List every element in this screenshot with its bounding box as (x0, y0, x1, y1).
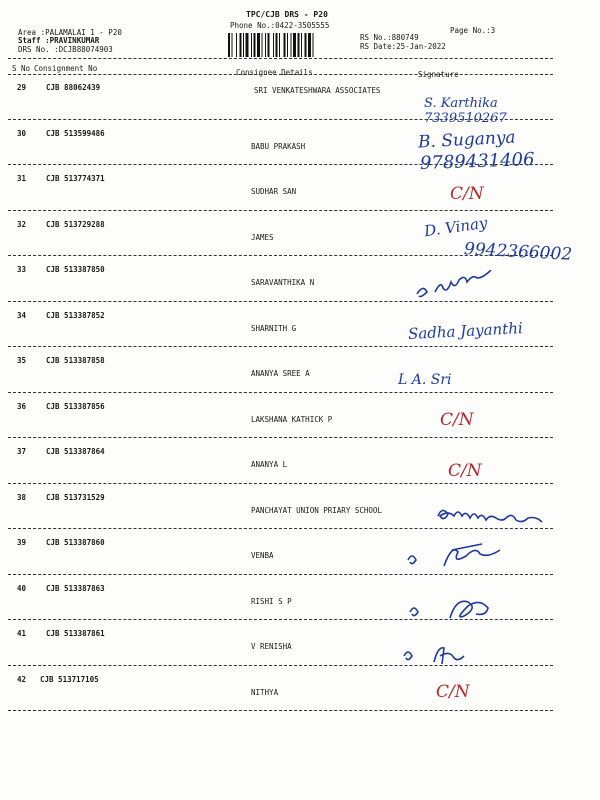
row-consignment-no: CJB 513387852 (46, 310, 105, 320)
row-consignment-no: CJB 513387856 (46, 401, 105, 411)
row-divider (8, 210, 553, 211)
signature-32-name: D. Vinay (423, 213, 489, 241)
col-consignee: Consignee Details (236, 68, 313, 77)
row-consignee-name: SRI VENKATESHWARA ASSOCIATES (254, 86, 381, 95)
row-sno: 42 (17, 674, 27, 684)
row-sno: 36 (17, 401, 27, 411)
signature-29-phone: 7339510267 (424, 111, 507, 126)
row-consignment-no: CJB 513731529 (46, 492, 105, 502)
row-sno: 38 (17, 492, 27, 502)
row-consignee-name: ANANYA L (251, 460, 288, 469)
row-consignment-no: CJB 513387860 (46, 538, 105, 547)
row-consignment-no: CJB 513717105 (40, 674, 99, 684)
row-sno: 40 (17, 583, 27, 593)
row-consignment-no: CJB 513729288 (46, 219, 105, 229)
signature-41-scribble (400, 636, 510, 676)
row-consignment-no: CJB 513387850 (46, 265, 105, 274)
area-label: Area :PALAMALAI 1 - P20 (18, 28, 122, 37)
staff-label: Staff :PRAVINKUMAR (18, 36, 100, 45)
row-consignment-no: CJB 513387861 (46, 629, 105, 638)
row-divider (8, 483, 553, 484)
row-consignee-name: V RENISHA (251, 642, 292, 651)
row-sno: 39 (17, 538, 27, 547)
signature-35: L A. Sri (398, 372, 452, 388)
signature-29-name: S. Karthika (424, 96, 498, 111)
row-consignment-no: CJB 513599486 (46, 128, 105, 138)
row-divider (8, 346, 553, 347)
row-sno: 34 (17, 310, 27, 320)
row-consignment-no: CJB 513387858 (46, 356, 105, 365)
row-sno: 33 (17, 265, 27, 274)
document-title: TPC/CJB DRS - P20 (246, 10, 328, 19)
row-sno: 35 (17, 356, 27, 365)
signature-39-scribble (404, 540, 524, 580)
signature-38-scribble (432, 500, 562, 530)
page-number: Page No.:3 (450, 26, 496, 35)
row-consignee-name: RISHI S P (251, 596, 292, 606)
phone-number: Phone No.:0422-3505555 (230, 21, 330, 30)
header-rule-bottom (8, 74, 553, 75)
row-consignment-no: CJB 513774371 (46, 174, 105, 183)
row-divider (8, 710, 553, 711)
row-sno: 31 (17, 174, 27, 183)
row-consignment-no: CJB 88062439 (46, 83, 101, 92)
row-sno: 41 (17, 629, 27, 638)
barcode (228, 33, 352, 57)
signature-30-phone: 9789431406 (419, 149, 535, 174)
mark-42-cn: C/N (436, 682, 470, 702)
row-consignment-no: CJB 513387864 (46, 447, 105, 456)
row-consignee-name: PANCHAYAT UNION PRIARY SCHOOL (251, 505, 382, 515)
row-consignee-name: SUDHAR SAN (251, 187, 297, 196)
row-sno: 32 (17, 219, 27, 229)
row-divider (8, 437, 553, 438)
row-sno: 30 (17, 128, 27, 138)
signature-32-phone: 9942366002 (463, 239, 573, 265)
mark-31-cn: C/N (450, 184, 484, 204)
signature-30-name: B. Suganya (417, 127, 517, 153)
signature-40-scribble (406, 590, 516, 630)
row-divider (8, 392, 553, 393)
signature-34: Sadha Jayanthi (407, 319, 524, 343)
col-consignment: Consignment No (34, 64, 98, 73)
row-consignee-name: LAKSHANA KATHICK P (251, 414, 333, 424)
row-consignee-name: BABU PRAKASH (251, 141, 306, 151)
mark-37-cn: C/N (448, 461, 482, 481)
row-consignee-name: ANANYA SREE A (251, 369, 310, 378)
rs-date: RS Date:25-Jan-2022 (360, 42, 446, 51)
row-consignee-name: VENBA (251, 551, 274, 560)
col-sno: S No (12, 64, 31, 73)
row-sno: 29 (17, 83, 27, 92)
signature-33-scribble (405, 270, 525, 310)
drs-number: DRS No. :DCJB88074903 (18, 45, 113, 54)
row-consignee-name: NITHYA (251, 687, 279, 697)
mark-36-cn: C/N (440, 410, 474, 430)
row-consignment-no: CJB 513387863 (46, 583, 105, 593)
col-signature: Signature (418, 70, 459, 79)
row-sno: 37 (17, 447, 27, 456)
header-rule-top (8, 58, 553, 59)
row-consignee-name: SARAVANTHIKA N (251, 278, 315, 287)
row-consignee-name: SHARNITH G (251, 323, 297, 333)
rs-number: RS No.:880749 (360, 33, 419, 42)
row-consignee-name: JAMES (251, 232, 274, 242)
